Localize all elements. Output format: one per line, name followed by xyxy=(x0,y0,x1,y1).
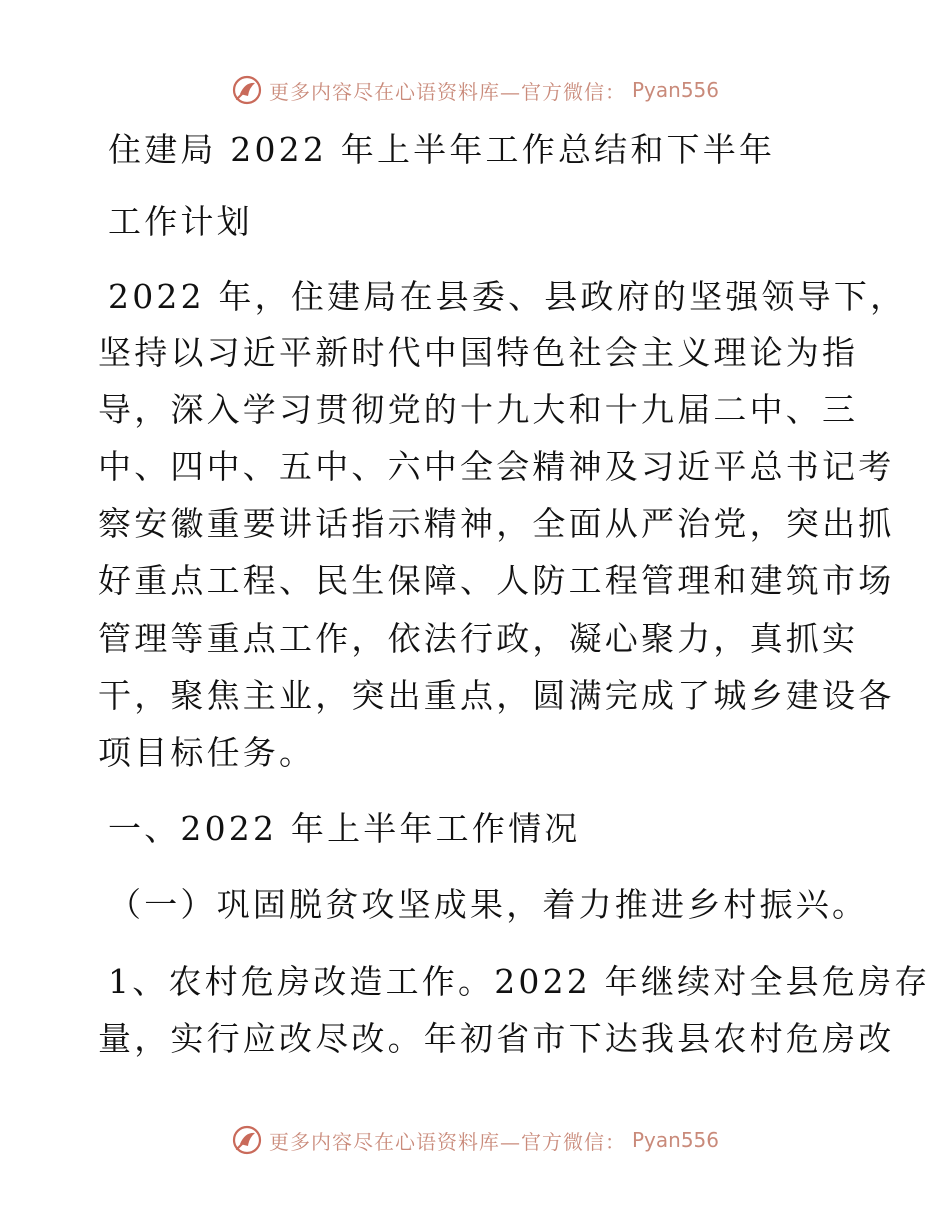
intro-paragraph-line: 好重点工程、民生保障、人防工程管理和建筑市场 xyxy=(98,561,895,600)
document-title-line-1: 住建局 2022 年上半年工作总结和下半年 xyxy=(108,130,776,169)
intro-paragraph-line: 项目标任务。 xyxy=(98,733,316,772)
subsection-heading: （一）巩固脱贫攻坚成果，着力推进乡村振兴。 xyxy=(108,885,869,924)
watermark-header xyxy=(0,72,950,108)
watermark-wechat-id: Pyan556 xyxy=(631,1128,719,1152)
watermark-wechat-id: Pyan556 xyxy=(631,78,719,102)
section-heading: 一、2022 年上半年工作情况 xyxy=(108,809,581,848)
intro-paragraph-line: 管理等重点工作，依法行政，凝心聚力，真抓实 xyxy=(98,619,859,658)
watermark-text: 更多内容尽在心语资料库—官方微信： xyxy=(268,1129,626,1154)
intro-paragraph-line: 干，聚焦主业，突出重点，圆满完成了城乡建设各 xyxy=(98,676,895,715)
intro-paragraph-line: 察安徽重要讲话指示精神，全面从严治党，突出抓 xyxy=(98,504,895,543)
brand-logo-icon xyxy=(231,74,263,106)
intro-paragraph-line: 2022 年，住建局在县委、县政府的坚强领导下， xyxy=(108,277,907,316)
document-title-line-2: 工作计划 xyxy=(108,202,253,241)
watermark-footer xyxy=(0,1122,950,1158)
intro-paragraph-line: 坚持以习近平新时代中国特色社会主义理论为指 xyxy=(98,333,859,372)
intro-paragraph-line: 中、四中、五中、六中全会精神及习近平总书记考 xyxy=(98,447,895,486)
watermark-text: 更多内容尽在心语资料库—官方微信： xyxy=(268,79,626,104)
item-paragraph-line: 量，实行应改尽改。年初省市下达我县农村危房改 xyxy=(98,1019,895,1058)
item-paragraph-line: 1、农村危房改造工作。2022 年继续对全县危房存 xyxy=(108,962,931,1001)
intro-paragraph-line: 导，深入学习贯彻党的十九大和十九届二中、三 xyxy=(98,390,859,429)
brand-logo-icon xyxy=(231,1124,263,1156)
